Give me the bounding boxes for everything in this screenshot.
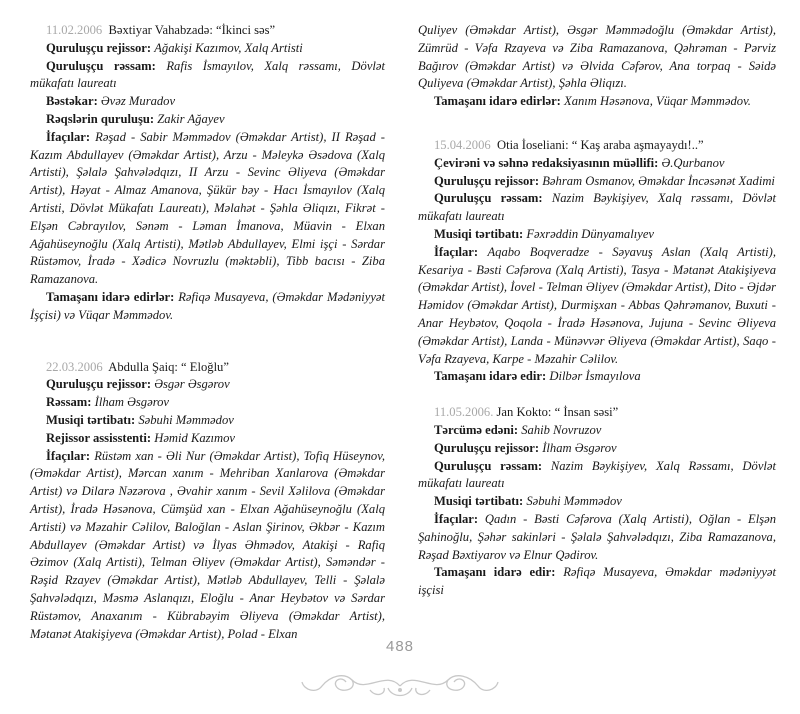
- credit-role: Quruluşçu rejissor:: [46, 377, 152, 392]
- credit-row: [418, 368, 776, 386]
- credit-value: Nazim Bəykişiyev, Xalq Rəssamı, Dövlət mükafatı laureatı: [418, 458, 776, 491]
- credit-value: Nazim Bəykişiyev, Xalq rəssamı, Dövlət mükafatı laureatı: [418, 191, 776, 224]
- credit-row: [30, 376, 385, 394]
- credit-role: Quruluşçu rəssam:: [434, 458, 543, 473]
- credit-value: İlham Əsgərov: [94, 395, 170, 410]
- credit-role: Rəqslərin quruluşu:: [46, 111, 155, 126]
- credit-row: [30, 289, 385, 325]
- entry-heading: [30, 22, 385, 40]
- entry-heading: [418, 137, 776, 155]
- credit-value: Xanım Həsənova, Vüqar Məmmədov.: [564, 94, 751, 109]
- credit-row: [418, 173, 776, 191]
- credit-value: Qadın - Bəsti Cəfərova (Xalq Artisti), Oğlan - Elşən Şahinoğlu, Şəhər sakinləri - Şəlalə Şahvələdqızı, Ziba Ramazanova, Rəşad Bəxtiyarov və Elnur Qədirov.: [418, 511, 776, 562]
- credit-row: [30, 111, 385, 129]
- credit-row: [418, 244, 776, 369]
- credit-row: [30, 394, 385, 412]
- credit-role: İfaçılar:: [46, 448, 91, 463]
- credit-row: [30, 448, 385, 644]
- credit-row: [30, 412, 385, 430]
- credit-role: Tərcümə edəni:: [434, 422, 519, 437]
- credit-row: [418, 422, 776, 440]
- credit-value: Səbuhi Məmmədov: [138, 412, 234, 427]
- credit-value: Ə.Qurbanov: [661, 155, 725, 170]
- credit-role: Tamaşanı idarə edir:: [434, 369, 547, 384]
- credit-role: Musiqi tərtibatı:: [434, 494, 524, 509]
- credit-row: [418, 190, 776, 226]
- entry-title: Bəxtiyar Vahabzadə: “İkinci səs”: [108, 23, 276, 37]
- credit-value: Sahib Novruzov: [521, 422, 602, 437]
- credit-row: [418, 93, 776, 111]
- entry-date: 15.04.2006: [434, 137, 491, 152]
- credit-value: Əvəz Muradov: [100, 94, 176, 109]
- credit-row: [30, 58, 385, 94]
- credit-row: [30, 40, 385, 58]
- credit-role: Musiqi tərtibatı:: [434, 226, 524, 241]
- credit-role: Quruluşçu rejissor:: [46, 40, 152, 55]
- credit-row: [418, 564, 776, 600]
- credit-row: [30, 430, 385, 448]
- entry-date: 11.05.2006.: [434, 405, 494, 420]
- credit-role: Çevirəni və səhnə redaksiyasının müəllifi:: [434, 155, 659, 170]
- credit-role: Rejissor assisstenti:: [46, 430, 152, 445]
- credit-value: Ağakişi Kazımov, Xalq Artisti: [154, 40, 303, 55]
- right-column: [418, 22, 776, 600]
- credit-value: Bəhram Osmanov, Əməkdar İncəsənət Xadimi: [542, 173, 775, 188]
- credit-role: Tamaşanı idarə edirlər:: [46, 289, 175, 304]
- credit-row: [418, 493, 776, 511]
- entry-title: Otia İoseliani: “ Kaş araba aşmayaydı!..”: [496, 137, 704, 152]
- credit-value: Rəşad - Sabir Məmmədov (Əməkdar Artist), II Rəşad - Kazım Abdullayev (Əməkdar Artist), Arzu - Məleykə Əsədova (Xalq Artisti), Şəlalə Şahvələdqızı, II Arzu - Sevinc Əliyeva (Əməkdar Artist), Həyat - Almaz Amanova, Şükür bəy - Hacı İsmayılov (Xalq Artisti, Dövlət Mükafatı Laureatı), Məlahət - Şəhla Əliqızı, Fikrət - Elşən Cəbrayılov, Sənəm - Ləman İmanova, Müavin - Elxan Ağahüseynoğlu (Xalq Artisti), Mətləb Abdullayev, Elmi işçi - Sərdar Rüstəmov, İradə - Xədicə Novruzlu (məktəbli), Tibb bacısı - Ziba Ramazanova.: [30, 129, 386, 287]
- credit-row: [30, 129, 385, 289]
- credit-role: Bəstəkar:: [46, 94, 98, 109]
- credit-value: Səbuhi Məmmədov: [526, 494, 622, 509]
- credit-value: Zakir Ağayev: [157, 111, 225, 126]
- footer-ornament: [0, 664, 800, 704]
- credit-value: Dilbər İsmayılova: [549, 369, 641, 384]
- credit-value: Aqabo Boqveradze - Səyavuş Aslan (Xalq Artisti), Kesariya - Bəsti Cəfərova (Xalq Artisti), Tasya - Mətanət Atakişiyeva (Əməkdar Artist), İovel - Telman Əliyev (Əməkdar Artist), Dito - Əjdər Həmidov (Əməkdar Artist), Durmişxan - Abbas Qəhrəmanov, Buxuti - Anar Heybətov, Qoqola - İradə Həsənova, Jujuna - Sevinc Əliyeva (Əməkdar Artist), Landa - Münəvvər Əliyeva (Əməkdar Artist), Saqo - Vəfa Rzayeva, Karpe - Məzahir Cəlilov.: [418, 244, 776, 366]
- credit-row: [418, 440, 776, 458]
- credit-role: Quruluşçu rejissor:: [434, 173, 540, 188]
- entry-heading: [30, 359, 385, 377]
- credit-role: İfaçılar:: [46, 129, 91, 144]
- credit-row: [418, 511, 776, 564]
- credit-role: Rəssam:: [46, 395, 92, 410]
- continued-text: [418, 22, 776, 93]
- credit-value: Rəfiqə Musayeva, (Əməkdar Mədəniyyət İşçisi) və Vüqar Məmmədov.: [30, 289, 386, 322]
- credit-value: Quliyev (Əməkdar Artist), Əsgər Məmmədoğlu (Əməkdar Artist), Zümrüd - Vəfa Rzayeva və Ziba Ramazanova, Qəhrəman - Pərviz Bağırov (Əməkdar Artist) və Əlvida Cəfərov, Ana torpaq - Səidə Quliyeva (Əməkdar Artist), Şəhla Əliqızı.: [418, 23, 776, 91]
- credit-value: Rəfiqə Musayeva, Əməkdar mədəniyyət işçisi: [418, 565, 776, 598]
- entry-heading: [418, 404, 776, 422]
- credit-role: Musiqi tərtibatı:: [46, 412, 136, 427]
- credit-value: İlham Əsgərov: [542, 440, 617, 455]
- credit-value: Həmid Kazımov: [154, 430, 236, 445]
- entry-date: 11.02.2006: [46, 23, 103, 37]
- left-column: [30, 22, 385, 643]
- credit-role: Quruluşçu rəssam:: [46, 58, 156, 73]
- credit-role: İfaçılar:: [434, 244, 479, 259]
- credit-value: Fəxrəddin Dünyamalıyev: [526, 226, 654, 241]
- flourish-ornament-icon: [300, 664, 500, 704]
- credit-row: [418, 155, 776, 173]
- entry-title: Jan Kokto: “ İnsan səsi”: [496, 405, 619, 420]
- credit-role: Quruluşçu rejissor:: [434, 440, 540, 455]
- credit-value: Rüstəm xan - Əli Nur (Əməkdar Artist), Tofiq Hüseynov, (Əməkdar Artist), Mərcan xanım - Mehriban Xanlarova (Əməkdar Artist) və Dilarə Nəzərova , Əvahir xanım - Sevil Xəlilova (Əməkdar Artist), İradə Həsənova, Cümşüd xan - Elxan Ağahüseynoğlu (Xalq Artisti) və Məzahir Cəlilov, Baloğlan - Aslan Şirinov, Əkbər - Kazım Abdullayev (Əməkdar Artist) və İlyas Əhmədov, Atakişi - Rafiq Əzimov (Xalq Artisti), Telman Əliyev (Əməkdar Artist), Səməndər - Rəşid Rzayev (Əməkdar Artist), Mətləb Abdullayev, Telli - Şəlalə Şahvələdqızı, Məsmə Aslanqızı, Eloğlu - Anar Heybətov və Sərdar Rüstəmov, Anaxanım - Kübrabəyim Əliyeva (Əməkdar Artist), Mətanət Atakişiyeva (Əməkdar Artist), Polad - Elxan: [30, 448, 385, 641]
- credit-role: Quruluşçu rəssam:: [434, 191, 543, 206]
- credit-row: [30, 93, 385, 111]
- page-number: 488: [385, 638, 415, 655]
- entry-date: 22.03.2006: [46, 359, 103, 374]
- credit-value: Əsgər Əsgərov: [154, 377, 230, 392]
- credit-role: Tamaşanı idarə edirlər:: [434, 94, 561, 109]
- credit-role: İfaçılar:: [434, 511, 479, 526]
- credit-role: Tamaşanı idarə edir:: [434, 565, 556, 580]
- credit-value: Rafis İsmayılov, Xalq rəssamı, Dövlət mükafatı laureatı: [30, 58, 385, 91]
- credit-row: [418, 458, 776, 494]
- entry-title: Abdulla Şaiq: “ Eloğlu”: [108, 359, 229, 374]
- credit-row: [418, 226, 776, 244]
